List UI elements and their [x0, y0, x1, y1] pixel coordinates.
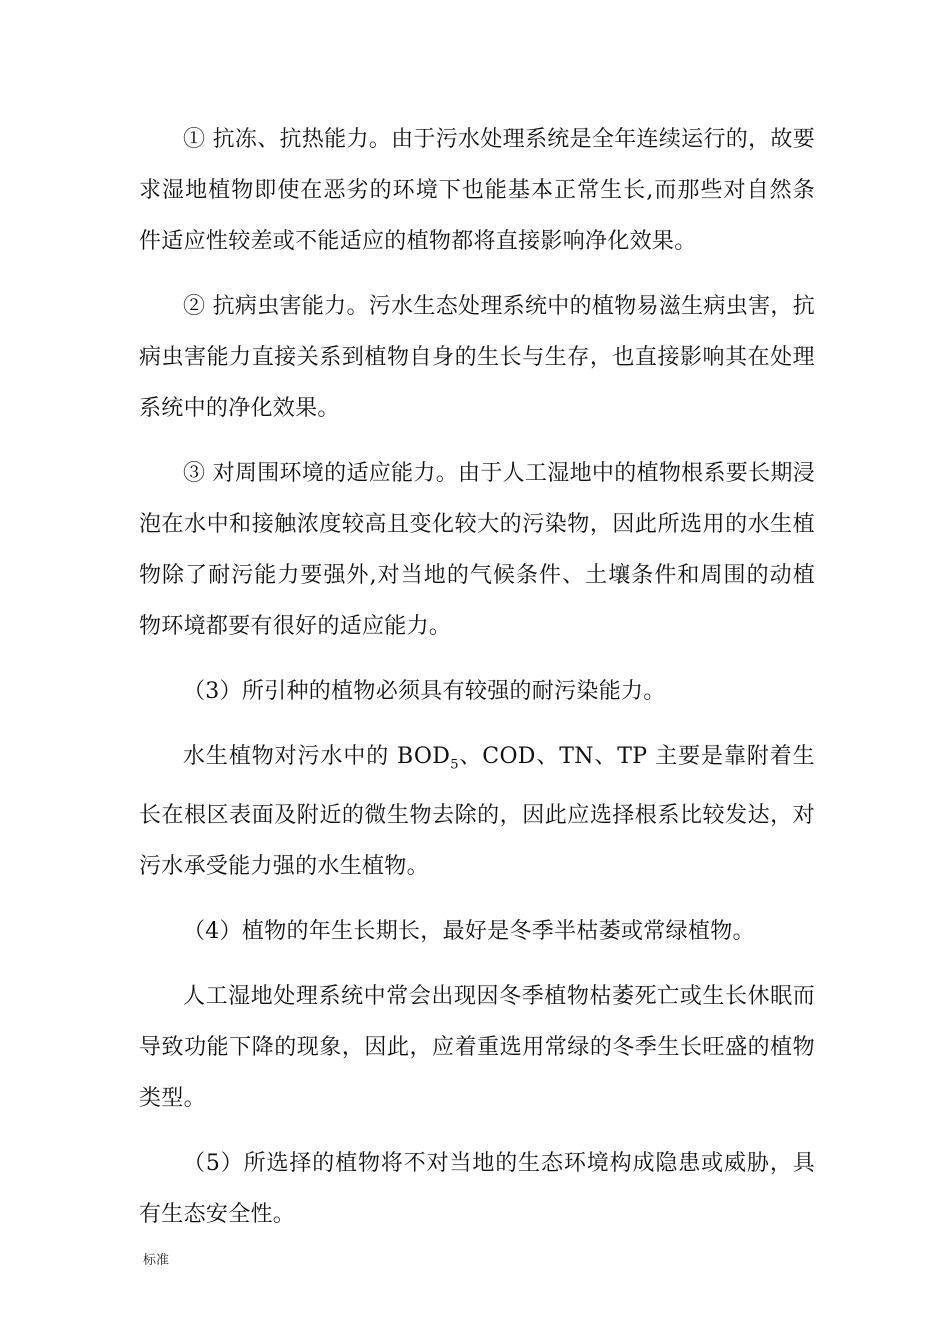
paragraph-pollution-tolerance-heading: （3）所引种的植物必须具有较强的耐污染能力。: [183, 679, 666, 704]
paragraph-cold-heat-resistance: ① 抗冻、抗热能力。由于污水处理系统是全年连续运行的，故要求湿地植物即使在恶劣的环境下也能基本正常生长,而那些对自然条件适应性较差或不能适应的植物都将直接影响净化效果。: [139, 127, 815, 254]
paragraph-ecological-safety-heading: （5）所选择的植物将不对当地的生态环境构成隐患或威胁，具有生态安全性。: [139, 1151, 815, 1228]
paragraph-pollutant-removal: [139, 731, 815, 892]
paragraph-growth-period-heading: （4）植物的年生长期长，最好是冬季半枯萎或常绿植物。: [183, 919, 755, 945]
pollutant-text-after: 、COD、TN、TP 主要是靠附着生长在根区表面及附近的微生物去除的，因此应选择根系比较发达，对污水承受能力强的水生植物。: [139, 744, 815, 880]
paragraph-winter-dormancy: 人工湿地处理系统中常会出现因冬季植物枯萎死亡或生长休眠而导致功能下降的现象，因此，应着重选用常绿的冬季生长旺盛的植物类型。: [139, 984, 815, 1112]
bod-subscript: 5: [450, 757, 459, 773]
pollutant-text-before: 水生植物对污水中的 BOD: [183, 744, 451, 769]
page-footer-label: 标准: [143, 1253, 170, 1268]
paragraph-environment-adaptability: ③ 对周围环境的适应能力。由于人工湿地中的植物根系要长期浸泡在水中和接触浓度较高且变化较大的污染物，因此所选用的水生植物除了耐污能力要强外,对当地的气候条件、土壤条件和周围的动植物环境都要有很好的适应能力。: [139, 461, 815, 639]
document-body: [139, 114, 815, 1254]
paragraph-pest-resistance: ② 抗病虫害能力。污水生态处理系统中的植物易滋生病虫害，抗病虫害能力直接关系到植物自身的生长与生存，也直接影响其在处理系统中的净化效果。: [139, 294, 815, 421]
